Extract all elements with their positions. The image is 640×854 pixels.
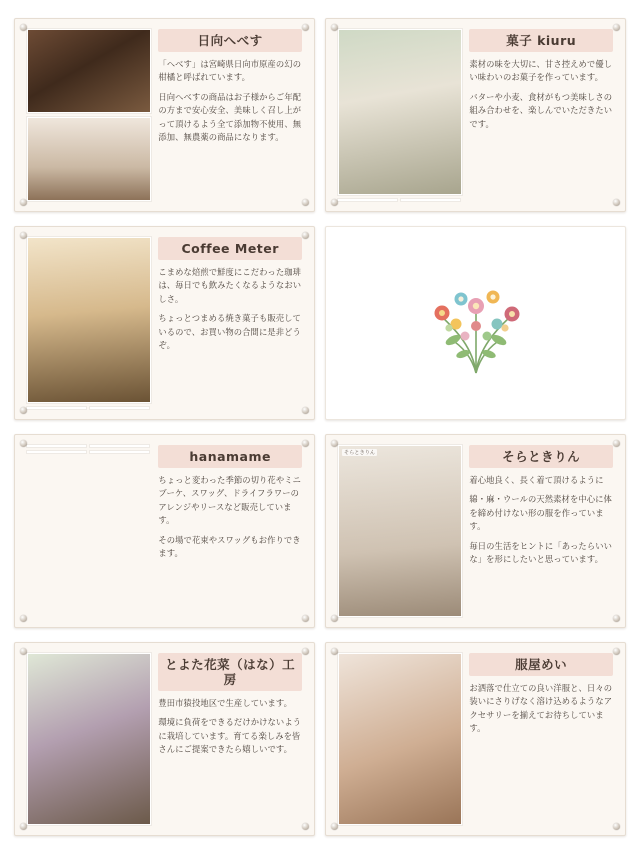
card-paragraph: 素材の味を大切に、甘さ控えめで優しい味わいのお菓子を作っています。: [469, 59, 613, 83]
pin-icon: [331, 823, 338, 830]
card-text: [158, 237, 302, 409]
pin-icon: [20, 440, 27, 447]
clothing-rack-photo: [338, 445, 462, 617]
pin-icon: [20, 615, 27, 622]
card-body: [158, 474, 302, 561]
card-photos: [338, 445, 460, 617]
card-photos: [338, 29, 460, 201]
pin-icon: [20, 407, 27, 414]
dried-flower-photo: [27, 445, 86, 447]
pin-icon: [302, 24, 309, 31]
coffee-shop-front-photo: [27, 237, 151, 403]
card-title: とよた花菜（はな）工房: [158, 653, 302, 691]
flower-bouquet-icon: [401, 268, 551, 378]
card-text: [469, 653, 613, 825]
card-body: [158, 58, 302, 145]
card-flower-illustration: [325, 226, 626, 420]
pin-icon: [613, 615, 620, 622]
pin-icon: [20, 648, 27, 655]
product-shelf-photo: [27, 117, 151, 201]
pin-icon: [20, 823, 27, 830]
card-title: そらときりん: [469, 445, 613, 468]
card-soratokirin[interactable]: [325, 434, 626, 628]
card-photos: [27, 29, 149, 201]
card-paragraph: その場で花束やスワッグもお作りできます。: [158, 534, 301, 559]
card-title: 服屋めい: [469, 653, 613, 676]
pin-icon: [302, 648, 309, 655]
coffee-goods-photo: [27, 407, 86, 409]
card-body: [469, 474, 613, 567]
pin-icon: [20, 24, 27, 31]
card-paragraph: こまめな焙煎で鮮度にこだわった珈琲は、毎日でも飲みたくなるようなおいしさ。: [158, 267, 302, 304]
card-paragraph: 毎日の生活をヒントに「あったらいいな」を形にしたいと思っています。: [469, 540, 613, 565]
pin-icon: [302, 199, 309, 206]
pin-icon: [302, 823, 309, 830]
photo-row: [27, 407, 149, 409]
card-body: [469, 682, 613, 736]
card-photos: [27, 237, 149, 409]
bread-photo: [401, 199, 460, 201]
card-text: [469, 29, 613, 201]
pin-icon: [331, 440, 338, 447]
flower-bouquet-illustration: [338, 237, 613, 409]
card-text: [469, 445, 613, 617]
pin-icon: [613, 648, 620, 655]
card-paragraph: 綿・麻・ウールの天然素材を中心に体を締め付けない形の服を作っています。: [469, 494, 612, 532]
bouquet-photo: [27, 451, 86, 453]
card-hukuya-mei[interactable]: [325, 642, 626, 836]
pin-icon: [331, 199, 338, 206]
card-photos: [27, 445, 149, 617]
kids-dress-photo: [338, 653, 462, 825]
pin-icon: [613, 199, 620, 206]
photo-row: [27, 451, 149, 453]
market-stall-photo: [338, 29, 462, 195]
flower-field-photo: [27, 653, 151, 825]
pin-icon: [613, 440, 620, 447]
photo-row: [27, 445, 149, 447]
card-paragraph: 環境に負荷をできるだけかけないように栽培しています。育てる楽しみを皆さんにご提案できたら嬉しいです。: [158, 717, 302, 755]
card-paragraph: お洒落で仕立ての良い洋服と、日々の装いにさりげなく溶け込めるようなアクセサリーを揃えてお待ちしています。: [469, 683, 613, 734]
card-paragraph: 「へべす」は宮崎県日向市原産の幻の柑橘と呼ばれています。: [158, 59, 302, 83]
pin-icon: [613, 823, 620, 830]
card-title: hanamame: [158, 445, 302, 468]
card-paragraph: ちょっとつまめる焼き菓子も販売しているので、お買い物の合間に是非どうぞ。: [158, 313, 301, 351]
card-hanamame[interactable]: [14, 434, 315, 628]
card-grid: [14, 18, 626, 836]
pin-icon: [331, 648, 338, 655]
pin-icon: [302, 440, 309, 447]
pin-icon: [331, 615, 338, 622]
pin-icon: [302, 232, 309, 239]
card-paragraph: 着心地良く、長く着て頂けるように: [469, 475, 604, 485]
card-toyota-hanana-kobo[interactable]: [14, 642, 315, 836]
card-paragraph: 豊田市猿投地区で生産しています。: [158, 698, 293, 708]
pin-icon: [20, 199, 27, 206]
card-body: [158, 697, 302, 757]
card-text: [158, 653, 302, 825]
photo-row: [338, 199, 460, 201]
card-photos: [27, 653, 149, 825]
photo-caption: そらときりん: [344, 450, 376, 456]
pin-icon: [331, 24, 338, 31]
card-hyuga-hebesu[interactable]: [14, 18, 315, 212]
flower-bucket-photo: [90, 445, 149, 447]
card-body: [158, 266, 302, 353]
card-paragraph: ちょっと変わった季節の切り花やミニブーケ、スワッグ、ドライフラワーのアレンジやリースなど販売しています。: [158, 475, 302, 526]
yellow-arrangement-photo: [90, 451, 149, 453]
card-kashi-kiuru[interactable]: [325, 18, 626, 212]
coffee-bags-photo: [90, 407, 149, 409]
pin-icon: [20, 232, 27, 239]
pin-icon: [302, 615, 309, 622]
card-body: [469, 58, 613, 131]
card-text: [158, 29, 302, 201]
card-title: 菓子 kiuru: [469, 29, 613, 52]
pin-icon: [613, 24, 620, 31]
dark-display-photo: [27, 29, 151, 113]
card-coffee-meter[interactable]: [14, 226, 315, 420]
baked-goods-photo: [338, 199, 397, 201]
card-title: Coffee Meter: [158, 237, 302, 260]
card-paragraph: バターや小麦、食材がもつ美味しさの組み合わせを、楽しんでいただきたいです。: [469, 91, 613, 129]
pin-icon: [302, 407, 309, 414]
card-photos: [338, 653, 460, 825]
card-title: 日向へべす: [158, 29, 302, 52]
card-paragraph: 日向へべすの商品はお子様からご年配の方まで安心安全、美味しく召し上がって頂けるよう全て添加物不使用、無添加、無農薬の商品になります。: [158, 91, 302, 143]
card-text: [158, 445, 302, 617]
